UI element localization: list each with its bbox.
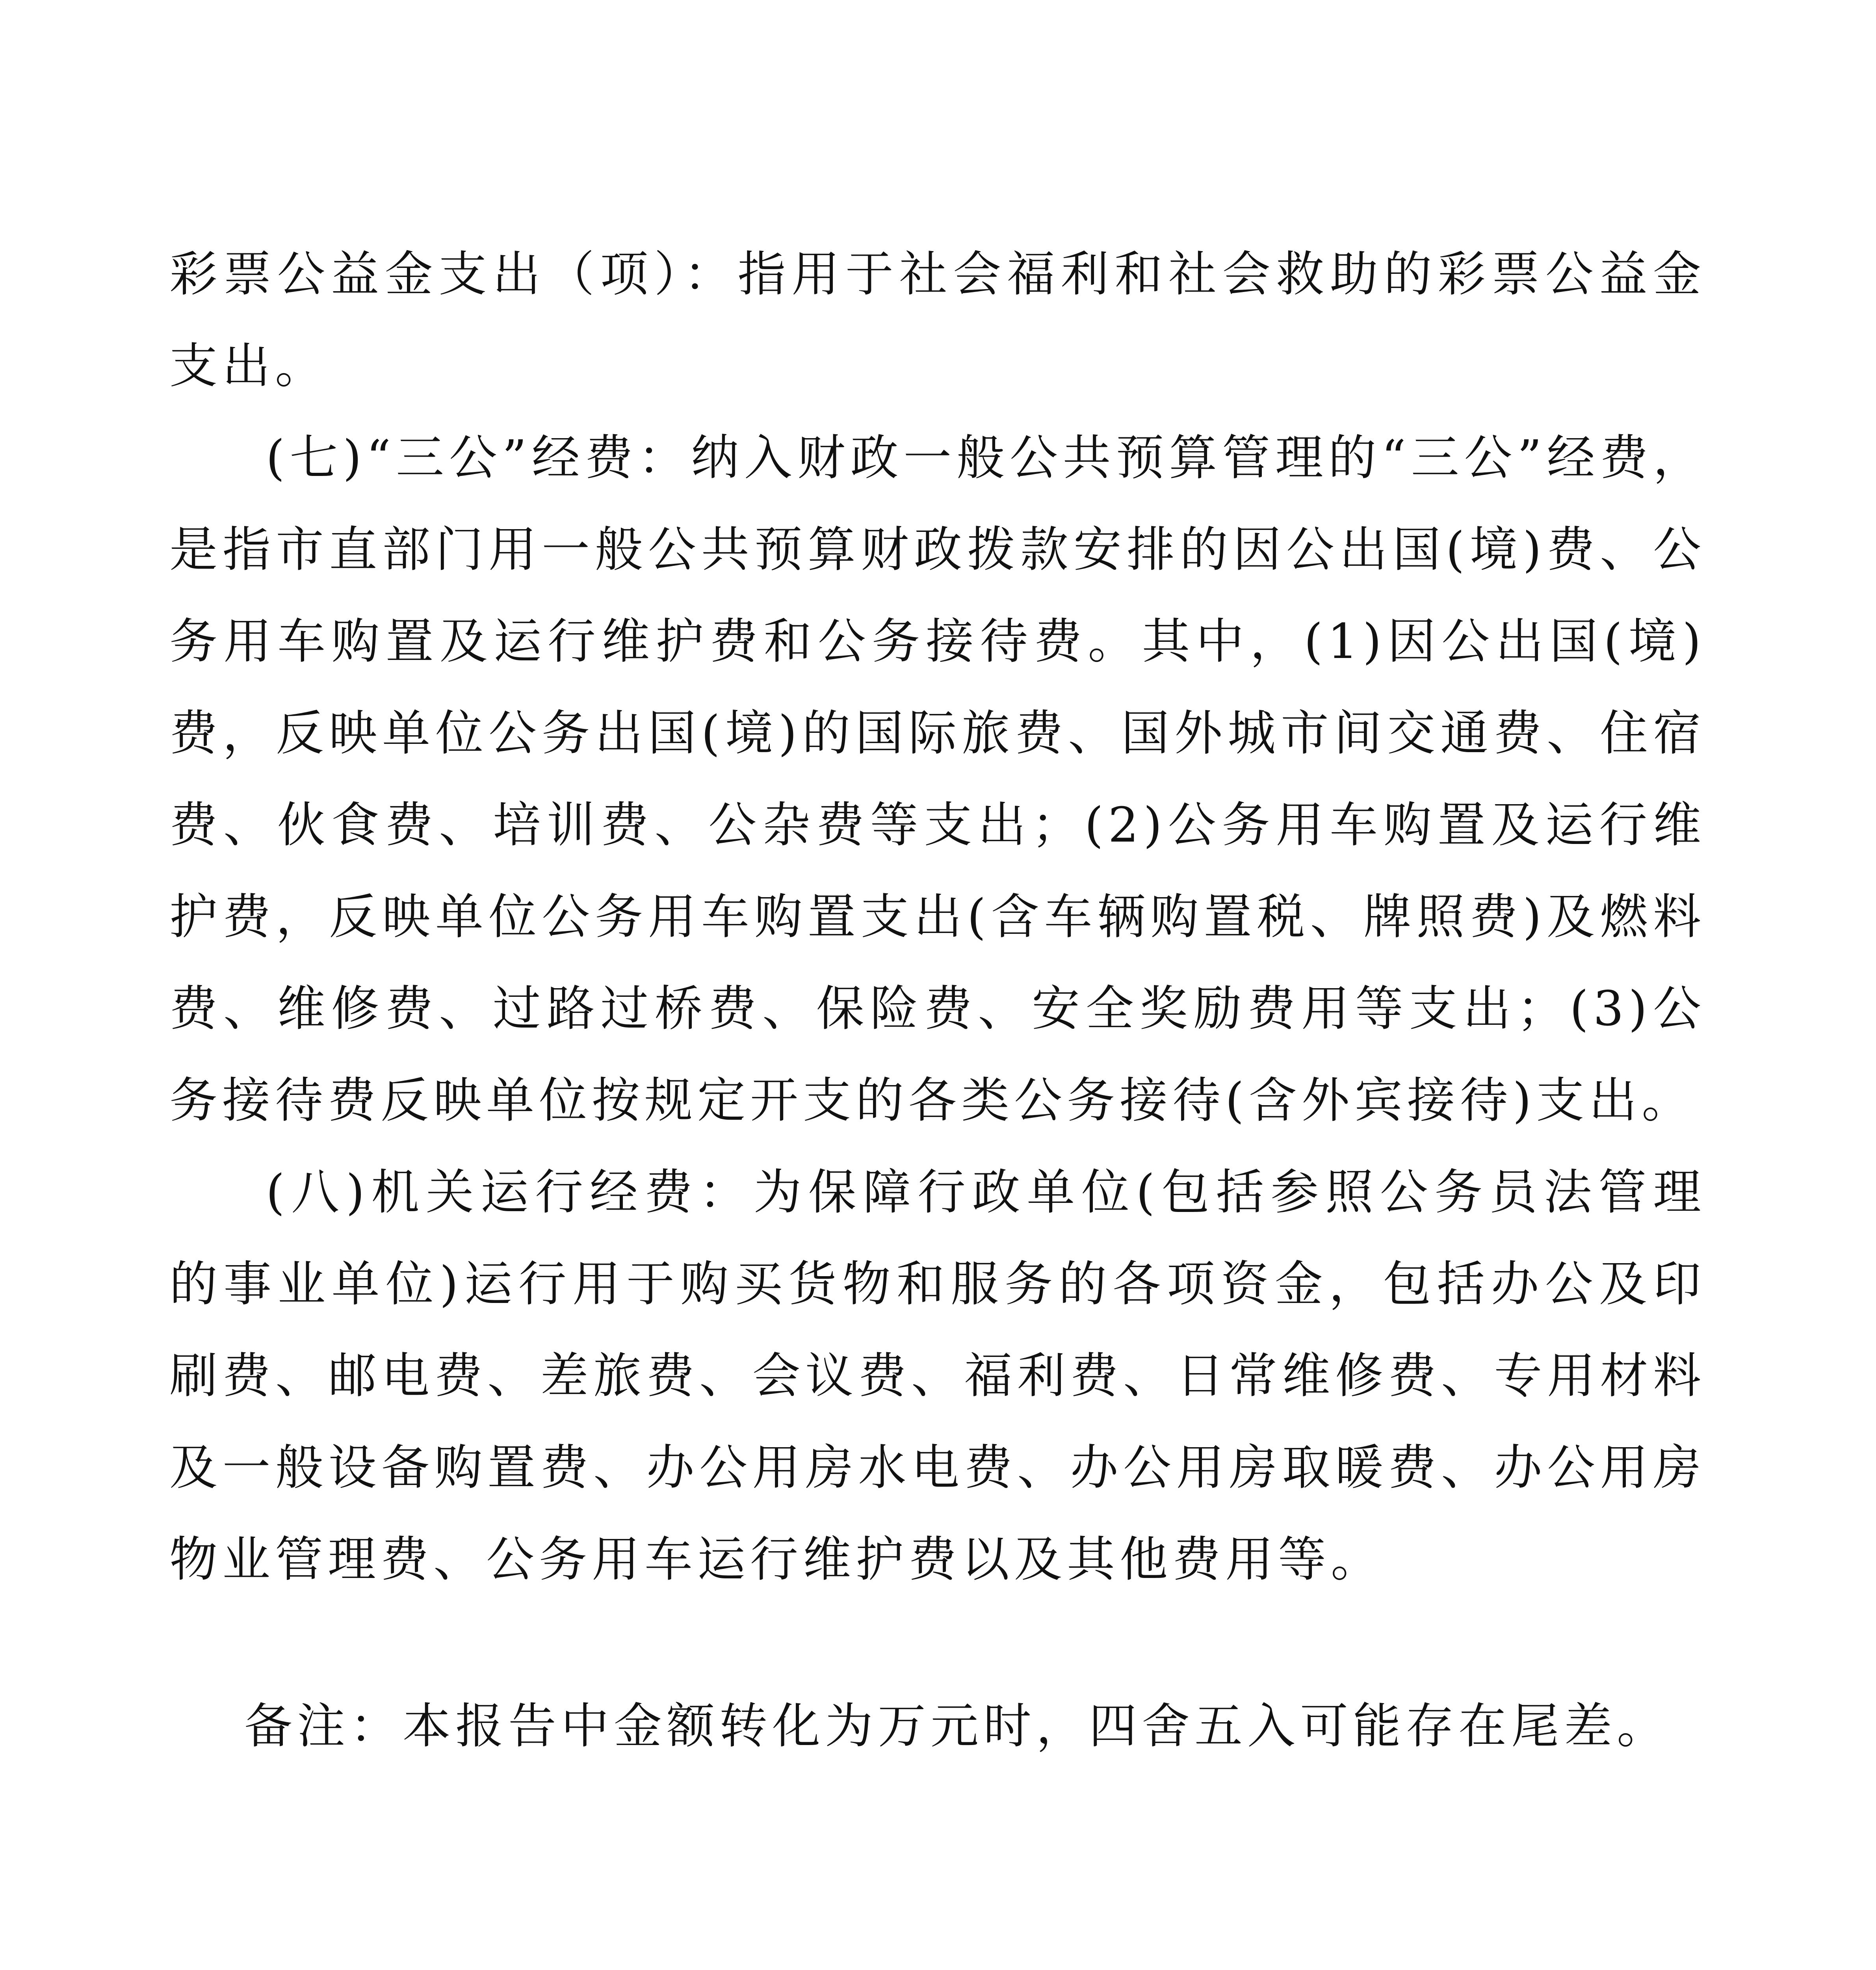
paragraph-agency-operating-costs: (八)机关运行经费：为保障行政单位(包括参照公务员法管理的事业单位)运行用于购买货物和服务的各项资金，包括办公及印刷费、邮电费、差旅费、会议费、福利费、日常维修费、专用材料及一般设备购置费、办公用房水电费、办公用房取暖费、办公用房物业管理费、公务用车运行维护费以及其他费用等。 — [169, 1164, 1706, 1587]
paragraph-three-public-expenses: (七)“三公”经费：纳入财政一般公共预算管理的“三公”经费，是指市直部门用一般公共预算财政拨款安排的因公出国(境)费、公务用车购置及运行维护费和公务接待费。其中，(1)因公出国(境)费，反映单位公务出国(境)的国际旅费、国外城市间交通费、住宿费、伙食费、培训费、公杂费等支出；(2)公务用车购置及运行维护费，反映单位公务用车购置支出(含车辆购置税、牌照费)及燃料费、维修费、过路过桥费、保险费、安全奖励费用等支出；(3)公务接待费反映单位按规定开支的各类公务接待(含外宾接待)支出。 — [169, 430, 1706, 1128]
document-body — [169, 229, 1706, 1606]
report-note: 备注：本报告中金额转化为万元时，四舍五入可能存在尾差。 — [244, 1698, 1670, 1754]
paragraph-lottery-expenditure: 彩票公益金支出（项）：指用于社会福利和社会救助的彩票公益金支出。 — [169, 246, 1706, 394]
